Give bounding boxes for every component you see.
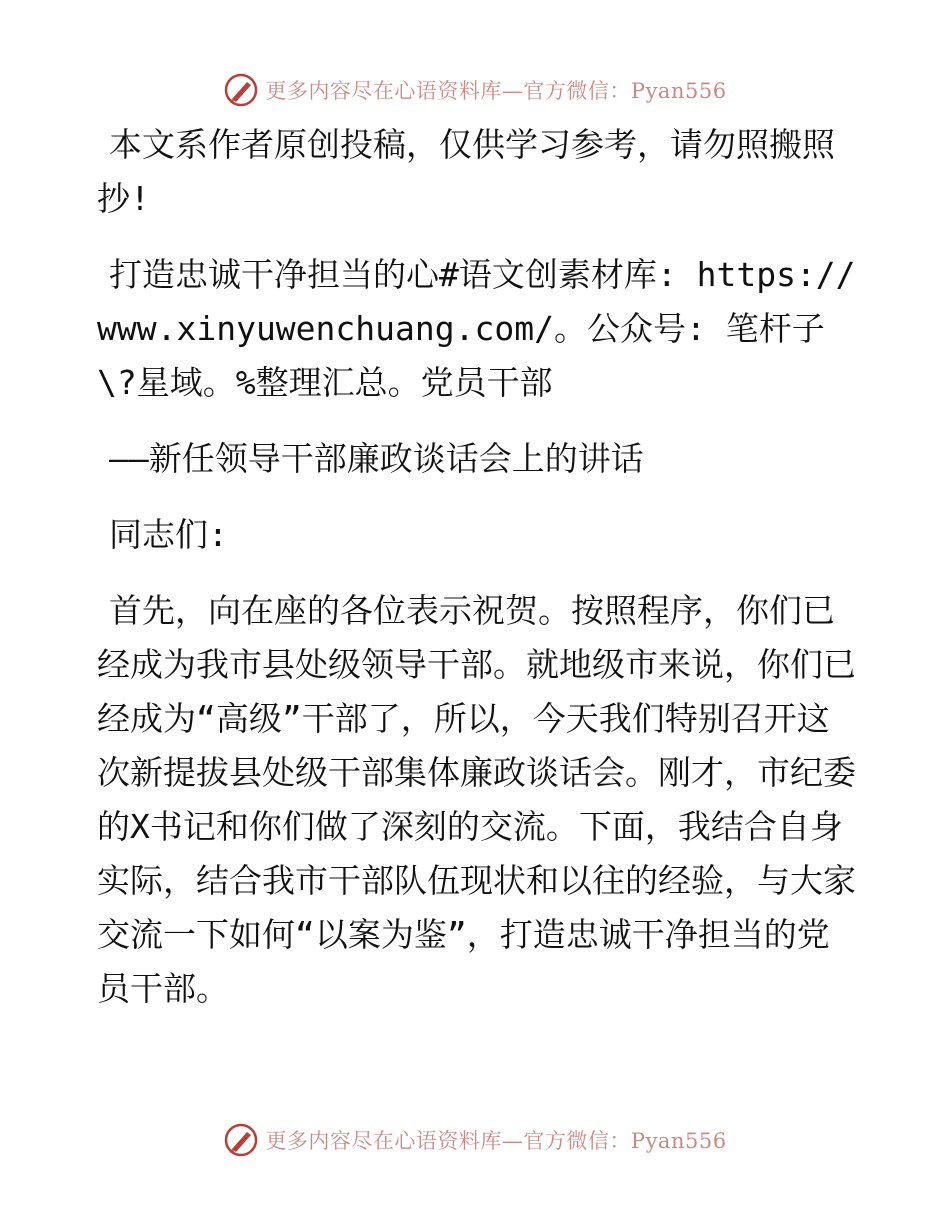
pen-circle-icon [223, 72, 259, 108]
body-paragraph: 首先，向在座的各位表示祝贺。按照程序，你们已经成为我市县处级领导干部。就地级市来说，你们已经成为“高级”干部了，所以，今天我们特别召开这次新提拔县处级干部集体廉政谈话会。刚才，市纪委的X书记和你们做了深刻的交流。下面，我结合自身实际，结合我市干部队伍现状和以往的经验，与大家交流一下如何“以案为鉴”，打造忠诚干净担当的党员干部。 [97, 591, 856, 1008]
header-banner-text: 更多内容尽在心语资料库—官方微信：Pyan556 [265, 79, 727, 103]
document-body [97, 118, 857, 1038]
footer-banner-text: 更多内容尽在心语资料库—官方微信：Pyan556 [265, 1129, 727, 1153]
footer-banner [0, 1120, 950, 1160]
pen-circle-icon [223, 1122, 259, 1158]
salutation-paragraph: 同志们: [109, 515, 228, 554]
title-paragraph: 打造忠诚干净担当的心#语文创素材库: https://www.xinyuwenchuang.com/。公众号: 笔杆子\?星域。%整理汇总。党员干部 [97, 255, 856, 402]
subtitle-paragraph: ——新任领导干部廉政谈话会上的讲话 [109, 439, 644, 478]
notice-paragraph: 本文系作者原创投稿，仅供学习参考，请勿照搬照抄! [97, 125, 835, 218]
header-banner [0, 70, 950, 110]
